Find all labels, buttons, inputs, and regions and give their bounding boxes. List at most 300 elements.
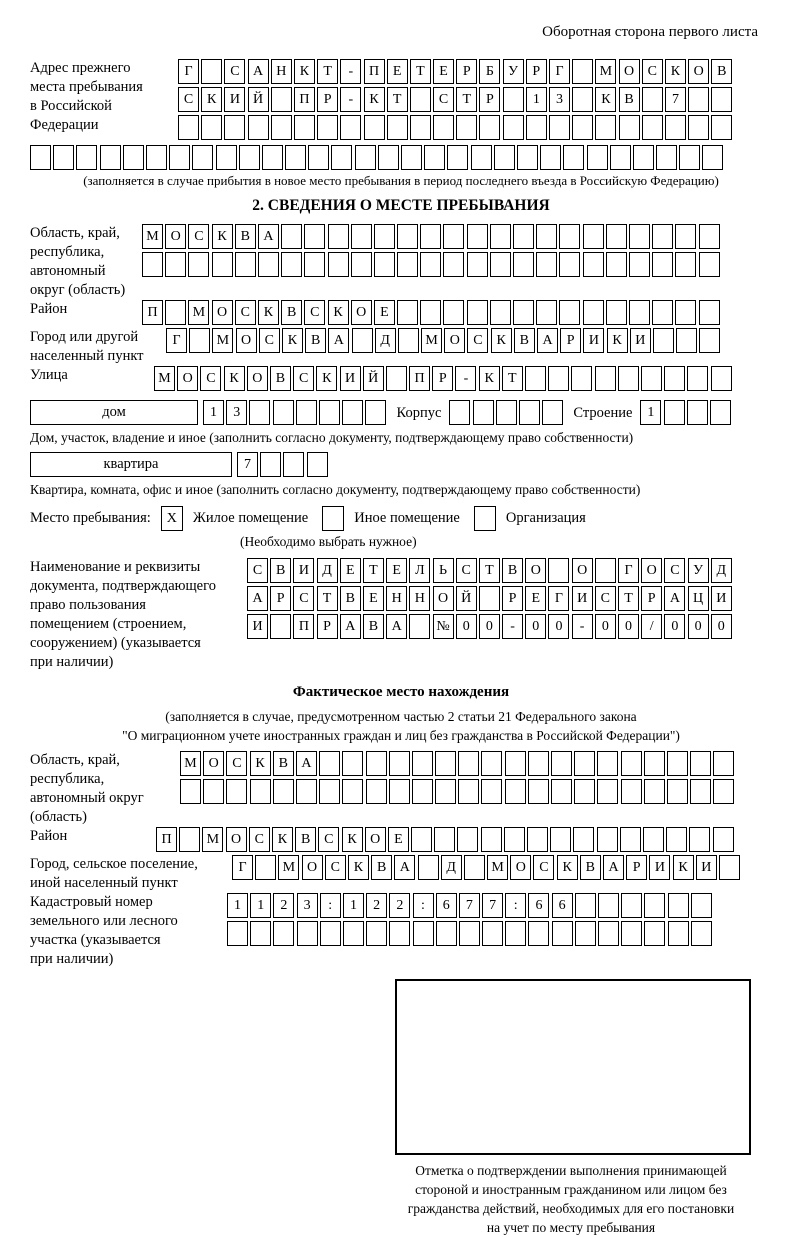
- char-cell[interactable]: [667, 779, 688, 804]
- char-cell[interactable]: С: [226, 751, 247, 776]
- char-cell[interactable]: [424, 145, 445, 170]
- char-cell[interactable]: [621, 921, 642, 946]
- char-cell[interactable]: М: [202, 827, 223, 852]
- char-cell[interactable]: А: [394, 855, 415, 880]
- char-cell[interactable]: С: [249, 827, 270, 852]
- char-cell[interactable]: [317, 115, 338, 140]
- char-cell[interactable]: П: [364, 59, 385, 84]
- char-cell[interactable]: [304, 224, 325, 249]
- char-cell[interactable]: К: [595, 87, 616, 112]
- char-cell[interactable]: В: [295, 827, 316, 852]
- char-cell[interactable]: В: [281, 300, 302, 325]
- char-cell[interactable]: [53, 145, 74, 170]
- char-cell[interactable]: [652, 300, 673, 325]
- char-cell[interactable]: [146, 145, 167, 170]
- char-cell[interactable]: :: [320, 893, 341, 918]
- char-cell[interactable]: [481, 751, 502, 776]
- char-cell[interactable]: Р: [270, 586, 291, 611]
- char-cell[interactable]: С: [433, 87, 454, 112]
- char-cell[interactable]: Г: [549, 59, 570, 84]
- char-cell[interactable]: И: [711, 586, 732, 611]
- char-cell[interactable]: 3: [226, 400, 247, 425]
- char-cell[interactable]: К: [348, 855, 369, 880]
- char-cell[interactable]: [540, 145, 561, 170]
- char-cell[interactable]: [552, 921, 573, 946]
- char-cell[interactable]: [255, 855, 276, 880]
- char-cell[interactable]: [179, 827, 200, 852]
- char-cell[interactable]: [504, 827, 525, 852]
- char-cell[interactable]: О: [236, 328, 257, 353]
- char-cell[interactable]: [285, 145, 306, 170]
- char-cell[interactable]: [597, 827, 618, 852]
- char-cell[interactable]: 2: [273, 893, 294, 918]
- char-cell[interactable]: [352, 328, 373, 353]
- char-cell[interactable]: [606, 300, 627, 325]
- char-cell[interactable]: В: [371, 855, 392, 880]
- char-cell[interactable]: [30, 145, 51, 170]
- char-cell[interactable]: Г: [548, 586, 569, 611]
- char-cell[interactable]: 0: [711, 614, 732, 639]
- char-cell[interactable]: [294, 115, 315, 140]
- char-cell[interactable]: 1: [640, 400, 661, 425]
- char-cell[interactable]: Р: [641, 586, 662, 611]
- char-cell[interactable]: [606, 252, 627, 277]
- char-cell[interactable]: В: [270, 558, 291, 583]
- char-cell[interactable]: [702, 145, 723, 170]
- char-cell[interactable]: [366, 921, 387, 946]
- char-cell[interactable]: [644, 751, 665, 776]
- char-cell[interactable]: [411, 827, 432, 852]
- char-cell[interactable]: [517, 145, 538, 170]
- char-cell[interactable]: [412, 751, 433, 776]
- char-cell[interactable]: Т: [317, 59, 338, 84]
- char-cell[interactable]: В: [363, 614, 384, 639]
- char-cell[interactable]: К: [491, 328, 512, 353]
- char-cell[interactable]: Т: [410, 59, 431, 84]
- char-cell[interactable]: И: [247, 614, 268, 639]
- char-cell[interactable]: [713, 779, 734, 804]
- char-cell[interactable]: [688, 115, 709, 140]
- char-cell[interactable]: М: [188, 300, 209, 325]
- char-cell[interactable]: [281, 224, 302, 249]
- char-cell[interactable]: 0: [664, 614, 685, 639]
- char-cell[interactable]: С: [642, 59, 663, 84]
- char-cell[interactable]: [320, 921, 341, 946]
- char-cell[interactable]: [536, 224, 557, 249]
- char-cell[interactable]: [435, 779, 456, 804]
- char-cell[interactable]: [503, 115, 524, 140]
- char-cell[interactable]: 7: [665, 87, 686, 112]
- char-cell[interactable]: [76, 145, 97, 170]
- char-cell[interactable]: -: [455, 366, 476, 391]
- char-cell[interactable]: [513, 224, 534, 249]
- char-cell[interactable]: [621, 779, 642, 804]
- char-cell[interactable]: К: [258, 300, 279, 325]
- char-cell[interactable]: Д: [441, 855, 462, 880]
- char-cell[interactable]: [308, 145, 329, 170]
- char-cell[interactable]: [713, 751, 734, 776]
- char-cell[interactable]: [525, 366, 546, 391]
- char-cell[interactable]: Р: [626, 855, 647, 880]
- char-cell[interactable]: О: [226, 827, 247, 852]
- char-cell[interactable]: [642, 87, 663, 112]
- char-cell[interactable]: [331, 145, 352, 170]
- char-cell[interactable]: О: [510, 855, 531, 880]
- char-cell[interactable]: [165, 252, 186, 277]
- char-cell[interactable]: [270, 614, 291, 639]
- char-cell[interactable]: [528, 921, 549, 946]
- char-cell[interactable]: [387, 115, 408, 140]
- char-cell[interactable]: [364, 115, 385, 140]
- char-cell[interactable]: [666, 827, 687, 852]
- char-cell[interactable]: Л: [409, 558, 430, 583]
- char-cell[interactable]: 7: [482, 893, 503, 918]
- char-cell[interactable]: [572, 87, 593, 112]
- char-cell[interactable]: [513, 300, 534, 325]
- char-cell[interactable]: [378, 145, 399, 170]
- char-cell[interactable]: М: [487, 855, 508, 880]
- char-cell[interactable]: [641, 366, 662, 391]
- char-cell[interactable]: Т: [387, 87, 408, 112]
- char-cell[interactable]: Д: [317, 558, 338, 583]
- char-cell[interactable]: [536, 300, 557, 325]
- char-cell[interactable]: [528, 779, 549, 804]
- char-cell[interactable]: [572, 59, 593, 84]
- char-cell[interactable]: [719, 855, 740, 880]
- char-cell[interactable]: А: [603, 855, 624, 880]
- char-cell[interactable]: [688, 87, 709, 112]
- char-cell[interactable]: 3: [297, 893, 318, 918]
- char-cell[interactable]: [699, 300, 720, 325]
- char-cell[interactable]: [610, 145, 631, 170]
- char-cell[interactable]: О: [302, 855, 323, 880]
- char-cell[interactable]: 0: [595, 614, 616, 639]
- char-cell[interactable]: [550, 827, 571, 852]
- char-cell[interactable]: [283, 452, 304, 477]
- char-cell[interactable]: [572, 115, 593, 140]
- char-cell[interactable]: [398, 328, 419, 353]
- char-cell[interactable]: Р: [560, 328, 581, 353]
- char-cell[interactable]: [100, 145, 121, 170]
- char-cell[interactable]: [496, 400, 517, 425]
- char-cell[interactable]: И: [583, 328, 604, 353]
- char-cell[interactable]: [224, 115, 245, 140]
- char-cell[interactable]: [505, 921, 526, 946]
- char-cell[interactable]: [397, 224, 418, 249]
- char-cell[interactable]: А: [296, 751, 317, 776]
- char-cell[interactable]: [536, 252, 557, 277]
- char-cell[interactable]: [142, 252, 163, 277]
- organization-checkbox[interactable]: [474, 506, 496, 531]
- char-cell[interactable]: И: [630, 328, 651, 353]
- char-cell[interactable]: [250, 779, 271, 804]
- char-cell[interactable]: Г: [166, 328, 187, 353]
- char-cell[interactable]: П: [156, 827, 177, 852]
- char-cell[interactable]: К: [294, 59, 315, 84]
- char-cell[interactable]: [473, 400, 494, 425]
- char-cell[interactable]: Т: [618, 586, 639, 611]
- char-cell[interactable]: К: [201, 87, 222, 112]
- char-cell[interactable]: 6: [436, 893, 457, 918]
- char-cell[interactable]: [328, 224, 349, 249]
- char-cell[interactable]: [456, 115, 477, 140]
- char-cell[interactable]: 1: [203, 400, 224, 425]
- char-cell[interactable]: А: [386, 614, 407, 639]
- char-cell[interactable]: [271, 87, 292, 112]
- char-cell[interactable]: [458, 751, 479, 776]
- char-cell[interactable]: [575, 893, 596, 918]
- char-cell[interactable]: №: [433, 614, 454, 639]
- char-cell[interactable]: [687, 366, 708, 391]
- char-cell[interactable]: [281, 252, 302, 277]
- char-cell[interactable]: [548, 366, 569, 391]
- char-cell[interactable]: [386, 366, 407, 391]
- char-cell[interactable]: О: [212, 300, 233, 325]
- char-cell[interactable]: В: [273, 751, 294, 776]
- char-cell[interactable]: [656, 145, 677, 170]
- char-cell[interactable]: [235, 252, 256, 277]
- char-cell[interactable]: Й: [248, 87, 269, 112]
- char-cell[interactable]: [667, 751, 688, 776]
- char-cell[interactable]: [595, 366, 616, 391]
- char-cell[interactable]: [201, 59, 222, 84]
- char-cell[interactable]: [319, 779, 340, 804]
- char-cell[interactable]: В: [514, 328, 535, 353]
- char-cell[interactable]: 6: [528, 893, 549, 918]
- char-cell[interactable]: [542, 400, 563, 425]
- char-cell[interactable]: [644, 779, 665, 804]
- char-cell[interactable]: [490, 300, 511, 325]
- char-cell[interactable]: К: [607, 328, 628, 353]
- char-cell[interactable]: [668, 921, 689, 946]
- char-cell[interactable]: [351, 224, 372, 249]
- char-cell[interactable]: [675, 252, 696, 277]
- char-cell[interactable]: С: [325, 855, 346, 880]
- char-cell[interactable]: 2: [389, 893, 410, 918]
- char-cell[interactable]: [188, 252, 209, 277]
- char-cell[interactable]: [482, 921, 503, 946]
- char-cell[interactable]: -: [340, 59, 361, 84]
- char-cell[interactable]: [343, 921, 364, 946]
- char-cell[interactable]: К: [342, 827, 363, 852]
- char-cell[interactable]: О: [247, 366, 268, 391]
- char-cell[interactable]: [620, 827, 641, 852]
- char-cell[interactable]: [420, 224, 441, 249]
- char-cell[interactable]: Р: [479, 87, 500, 112]
- char-cell[interactable]: И: [340, 366, 361, 391]
- char-cell[interactable]: [503, 87, 524, 112]
- char-cell[interactable]: П: [293, 614, 314, 639]
- char-cell[interactable]: И: [696, 855, 717, 880]
- char-cell[interactable]: 1: [250, 893, 271, 918]
- char-cell[interactable]: [471, 145, 492, 170]
- char-cell[interactable]: П: [142, 300, 163, 325]
- char-cell[interactable]: [273, 400, 294, 425]
- char-cell[interactable]: [583, 300, 604, 325]
- char-cell[interactable]: 6: [552, 893, 573, 918]
- char-cell[interactable]: Р: [502, 586, 523, 611]
- char-cell[interactable]: [271, 115, 292, 140]
- char-cell[interactable]: [711, 115, 732, 140]
- char-cell[interactable]: [629, 224, 650, 249]
- char-cell[interactable]: Б: [479, 59, 500, 84]
- char-cell[interactable]: [457, 827, 478, 852]
- char-cell[interactable]: Е: [433, 59, 454, 84]
- char-cell[interactable]: Т: [317, 586, 338, 611]
- char-cell[interactable]: Н: [271, 59, 292, 84]
- char-cell[interactable]: [226, 779, 247, 804]
- char-cell[interactable]: Й: [456, 586, 477, 611]
- char-cell[interactable]: С: [664, 558, 685, 583]
- char-cell[interactable]: 3: [549, 87, 570, 112]
- char-cell[interactable]: К: [212, 224, 233, 249]
- char-cell[interactable]: М: [180, 751, 201, 776]
- residential-premises-checkbox[interactable]: X: [161, 506, 183, 531]
- char-cell[interactable]: Й: [363, 366, 384, 391]
- char-cell[interactable]: [575, 921, 596, 946]
- char-cell[interactable]: [574, 779, 595, 804]
- char-cell[interactable]: Е: [340, 558, 361, 583]
- char-cell[interactable]: В: [305, 328, 326, 353]
- char-cell[interactable]: [618, 366, 639, 391]
- char-cell[interactable]: Р: [456, 59, 477, 84]
- char-cell[interactable]: [621, 893, 642, 918]
- char-cell[interactable]: [513, 252, 534, 277]
- char-cell[interactable]: [365, 400, 386, 425]
- char-cell[interactable]: [239, 145, 260, 170]
- char-cell[interactable]: [548, 558, 569, 583]
- char-cell[interactable]: [644, 921, 665, 946]
- char-cell[interactable]: Е: [363, 586, 384, 611]
- char-cell[interactable]: С: [318, 827, 339, 852]
- char-cell[interactable]: И: [293, 558, 314, 583]
- char-cell[interactable]: [528, 751, 549, 776]
- char-cell[interactable]: [668, 893, 689, 918]
- char-cell[interactable]: 7: [459, 893, 480, 918]
- char-cell[interactable]: [595, 558, 616, 583]
- char-cell[interactable]: [227, 921, 248, 946]
- char-cell[interactable]: Д: [711, 558, 732, 583]
- char-cell[interactable]: [178, 115, 199, 140]
- char-cell[interactable]: [355, 145, 376, 170]
- char-cell[interactable]: Г: [178, 59, 199, 84]
- char-cell[interactable]: [690, 779, 711, 804]
- char-cell[interactable]: О: [365, 827, 386, 852]
- char-cell[interactable]: [595, 115, 616, 140]
- char-cell[interactable]: Т: [456, 87, 477, 112]
- char-cell[interactable]: [664, 400, 685, 425]
- char-cell[interactable]: [571, 366, 592, 391]
- char-cell[interactable]: [505, 751, 526, 776]
- char-cell[interactable]: [664, 366, 685, 391]
- char-cell[interactable]: [248, 115, 269, 140]
- char-cell[interactable]: В: [340, 586, 361, 611]
- char-cell[interactable]: Р: [526, 59, 547, 84]
- char-cell[interactable]: В: [270, 366, 291, 391]
- char-cell[interactable]: О: [444, 328, 465, 353]
- char-cell[interactable]: С: [235, 300, 256, 325]
- char-cell[interactable]: [297, 921, 318, 946]
- char-cell[interactable]: [481, 779, 502, 804]
- char-cell[interactable]: М: [154, 366, 175, 391]
- char-cell[interactable]: [526, 115, 547, 140]
- char-cell[interactable]: 1: [227, 893, 248, 918]
- other-premises-checkbox[interactable]: [322, 506, 344, 531]
- char-cell[interactable]: [366, 779, 387, 804]
- char-cell[interactable]: [606, 224, 627, 249]
- char-cell[interactable]: [443, 300, 464, 325]
- char-cell[interactable]: [699, 252, 720, 277]
- char-cell[interactable]: И: [224, 87, 245, 112]
- char-cell[interactable]: [449, 400, 470, 425]
- char-cell[interactable]: [690, 751, 711, 776]
- char-cell[interactable]: [619, 115, 640, 140]
- char-cell[interactable]: О: [177, 366, 198, 391]
- char-cell[interactable]: -: [340, 87, 361, 112]
- char-cell[interactable]: [479, 115, 500, 140]
- char-cell[interactable]: Д: [375, 328, 396, 353]
- char-cell[interactable]: 2: [366, 893, 387, 918]
- char-cell[interactable]: [165, 300, 186, 325]
- char-cell[interactable]: [467, 300, 488, 325]
- char-cell[interactable]: К: [364, 87, 385, 112]
- char-cell[interactable]: [250, 921, 271, 946]
- char-cell[interactable]: К: [479, 366, 500, 391]
- char-cell[interactable]: О: [165, 224, 186, 249]
- char-cell[interactable]: [653, 328, 674, 353]
- char-cell[interactable]: [679, 145, 700, 170]
- char-cell[interactable]: [328, 252, 349, 277]
- char-cell[interactable]: [203, 779, 224, 804]
- char-cell[interactable]: В: [711, 59, 732, 84]
- char-cell[interactable]: [169, 145, 190, 170]
- char-cell[interactable]: [436, 921, 457, 946]
- char-cell[interactable]: [699, 328, 720, 353]
- char-cell[interactable]: 0: [688, 614, 709, 639]
- char-cell[interactable]: 0: [548, 614, 569, 639]
- char-cell[interactable]: К: [316, 366, 337, 391]
- char-cell[interactable]: [447, 145, 468, 170]
- char-cell[interactable]: [397, 252, 418, 277]
- char-cell[interactable]: [699, 224, 720, 249]
- char-cell[interactable]: [296, 400, 317, 425]
- char-cell[interactable]: С: [247, 558, 268, 583]
- char-cell[interactable]: [464, 855, 485, 880]
- char-cell[interactable]: М: [278, 855, 299, 880]
- char-cell[interactable]: [687, 400, 708, 425]
- char-cell[interactable]: [192, 145, 213, 170]
- char-cell[interactable]: М: [212, 328, 233, 353]
- char-cell[interactable]: К: [272, 827, 293, 852]
- char-cell[interactable]: 1: [343, 893, 364, 918]
- char-cell[interactable]: К: [328, 300, 349, 325]
- char-cell[interactable]: :: [505, 893, 526, 918]
- char-cell[interactable]: О: [351, 300, 372, 325]
- char-cell[interactable]: Е: [374, 300, 395, 325]
- char-cell[interactable]: У: [688, 558, 709, 583]
- char-cell[interactable]: [459, 921, 480, 946]
- char-cell[interactable]: [490, 252, 511, 277]
- char-cell[interactable]: [409, 614, 430, 639]
- char-cell[interactable]: :: [413, 893, 434, 918]
- char-cell[interactable]: А: [258, 224, 279, 249]
- char-cell[interactable]: [691, 921, 712, 946]
- char-cell[interactable]: [551, 779, 572, 804]
- char-cell[interactable]: [713, 827, 734, 852]
- char-cell[interactable]: С: [188, 224, 209, 249]
- char-cell[interactable]: [180, 779, 201, 804]
- char-cell[interactable]: С: [224, 59, 245, 84]
